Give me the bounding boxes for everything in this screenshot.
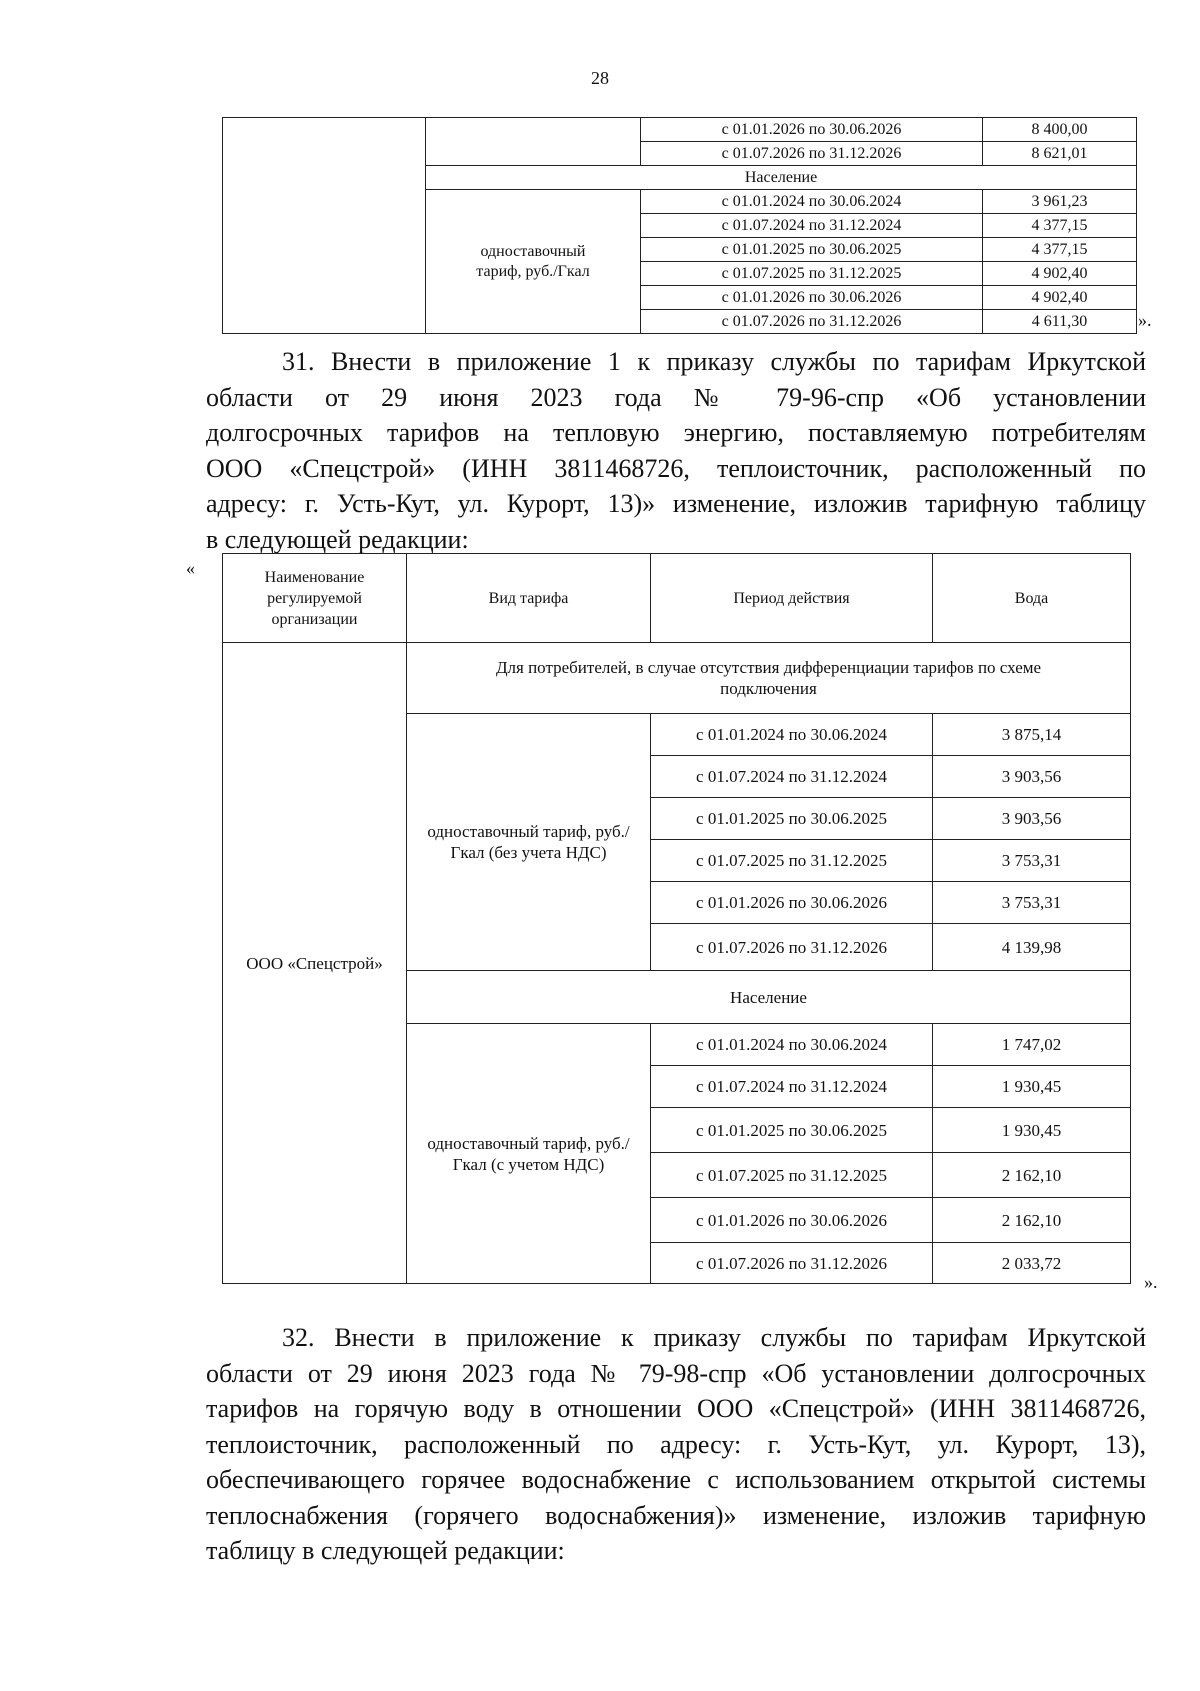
period-cell: с 01.01.2025 по 30.06.2025 xyxy=(651,798,933,840)
period-cell: с 01.07.2025 по 31.12.2025 xyxy=(651,1153,933,1198)
table2-opening-quote: « xyxy=(186,558,195,578)
header-organization: Наименование регулируемой организации xyxy=(223,554,407,643)
tariff-type-cell: одноставочный тариф, руб./Гкал (без учета НДС) xyxy=(407,714,651,971)
group-label: Население xyxy=(426,166,1137,190)
value-cell: 2 162,10 xyxy=(933,1153,1131,1198)
value-cell: 1 747,02 xyxy=(933,1024,1131,1066)
value-cell: 3 875,14 xyxy=(933,714,1131,756)
period-cell: с 01.01.2025 по 30.06.2025 xyxy=(651,1108,933,1153)
period-cell: с 01.07.2026 по 31.12.2026 xyxy=(651,924,933,971)
header-tariff-type: Вид тарифа xyxy=(407,554,651,643)
tariff-type-cell: одноставочный тариф, руб./Гкал (с учетом НДС) xyxy=(407,1024,651,1284)
organization-cell: ООО «Спецстрой» xyxy=(223,643,407,1284)
value-cell: 4 139,98 xyxy=(933,924,1131,971)
period-cell: с 01.07.2025 по 31.12.2025 xyxy=(651,840,933,882)
value-cell: 8 400,00 xyxy=(983,118,1137,142)
period-cell: с 01.01.2025 по 30.06.2025 xyxy=(641,238,983,262)
header-period: Период действия xyxy=(651,554,933,643)
value-cell: 1 930,45 xyxy=(933,1066,1131,1108)
value-cell: 4 377,15 xyxy=(983,214,1137,238)
value-cell: 4 902,40 xyxy=(983,262,1137,286)
text-line: теплоисточник, расположенный по адресу: г. Усть-Кут, ул. Курорт, 13), xyxy=(206,1429,1146,1459)
period-cell: с 01.07.2024 по 31.12.2024 xyxy=(651,756,933,798)
period-cell: с 01.01.2026 по 30.06.2026 xyxy=(651,1198,933,1243)
period-cell: с 01.07.2024 по 31.12.2024 xyxy=(641,214,983,238)
period-cell: с 01.01.2026 по 30.06.2026 xyxy=(651,882,933,924)
text-line: ООО «Спецстрой» (ИНН 3811468726, теплоисточник, расположенный по xyxy=(206,453,1146,483)
value-cell: 3 753,31 xyxy=(933,882,1131,924)
tariff-cell xyxy=(426,118,641,166)
text-line: тарифов на горячую воду в отношении ООО «Спецстрой» (ИНН 3811468726, xyxy=(206,1394,1146,1423)
period-cell: с 01.07.2026 по 31.12.2026 xyxy=(651,1243,933,1284)
period-cell: с 01.07.2025 по 31.12.2025 xyxy=(641,262,983,286)
organization-cell xyxy=(223,118,426,334)
period-cell: с 01.01.2024 по 30.06.2024 xyxy=(651,1024,933,1066)
text-line: области от 29 июня 2023 года № 79-96-спр «Об установлении xyxy=(206,382,1146,412)
table1-closing-quote: ». xyxy=(1138,310,1152,330)
text-line: области от 29 июня 2023 года № 79-98-спр «Об установлении долгосрочных xyxy=(206,1358,1146,1388)
value-cell: 3 903,56 xyxy=(933,756,1131,798)
value-cell: 3 903,56 xyxy=(933,798,1131,840)
value-cell: 3 961,23 xyxy=(983,190,1137,214)
value-cell: 1 930,45 xyxy=(933,1108,1131,1153)
period-cell: с 01.01.2024 по 30.06.2024 xyxy=(651,714,933,756)
value-cell: 2 162,10 xyxy=(933,1198,1131,1243)
period-cell: с 01.07.2026 по 31.12.2026 xyxy=(641,310,983,334)
group-label: Для потребителей, в случае отсутствия дифференциации тарифов по схеме подключения xyxy=(407,643,1131,714)
value-cell: 2 033,72 xyxy=(933,1243,1131,1284)
table-row xyxy=(223,643,1131,714)
period-cell: с 01.01.2024 по 30.06.2024 xyxy=(641,190,983,214)
period-cell: с 01.01.2026 по 30.06.2026 xyxy=(641,118,983,142)
text-line: адресу: г. Усть-Кут, ул. Курорт, 13)» изменение, изложив тарифную таблицу xyxy=(206,489,1146,518)
period-cell: с 01.01.2026 по 30.06.2026 xyxy=(641,286,983,310)
paragraph-32 xyxy=(206,1320,1146,1569)
text-line: таблицу в следующей редакции: xyxy=(206,1536,565,1565)
tariff-table-water xyxy=(222,553,1131,1284)
tariff-table-continuation xyxy=(222,117,1137,334)
value-cell: 3 753,31 xyxy=(933,840,1131,882)
value-cell: 4 902,40 xyxy=(983,286,1137,310)
paragraph-31 xyxy=(206,344,1146,557)
value-cell: 4 611,30 xyxy=(983,310,1137,334)
text-line: в следующей редакции: xyxy=(206,524,469,554)
value-cell: 4 377,15 xyxy=(983,238,1137,262)
table-header-row xyxy=(223,554,1131,643)
text-line: теплоснабжения (горячего водоснабжения)» изменение, изложив тарифную xyxy=(206,1500,1146,1530)
value-cell: 8 621,01 xyxy=(983,142,1137,166)
table2-closing-quote: ». xyxy=(1144,1272,1158,1292)
table-row xyxy=(223,118,1137,142)
header-water: Вода xyxy=(933,554,1131,643)
text-line: долгосрочных тарифов на тепловую энергию, поставляемую потребителям xyxy=(206,418,1146,447)
text-line: обеспечивающего горячее водоснабжение с использованием открытой системы xyxy=(206,1465,1146,1494)
tariff-type-cell: одноставочный тариф, руб./Гкал xyxy=(426,190,641,334)
text-line: 31. Внести в приложение 1 к приказу службы по тарифам Иркутской xyxy=(282,347,1146,376)
text-line: 32. Внести в приложение к приказу службы по тарифам Иркутской xyxy=(282,1323,1146,1352)
period-cell: с 01.07.2026 по 31.12.2026 xyxy=(641,142,983,166)
group-label: Население xyxy=(407,971,1131,1024)
period-cell: с 01.07.2024 по 31.12.2024 xyxy=(651,1066,933,1108)
page-number: 28 xyxy=(591,68,609,88)
